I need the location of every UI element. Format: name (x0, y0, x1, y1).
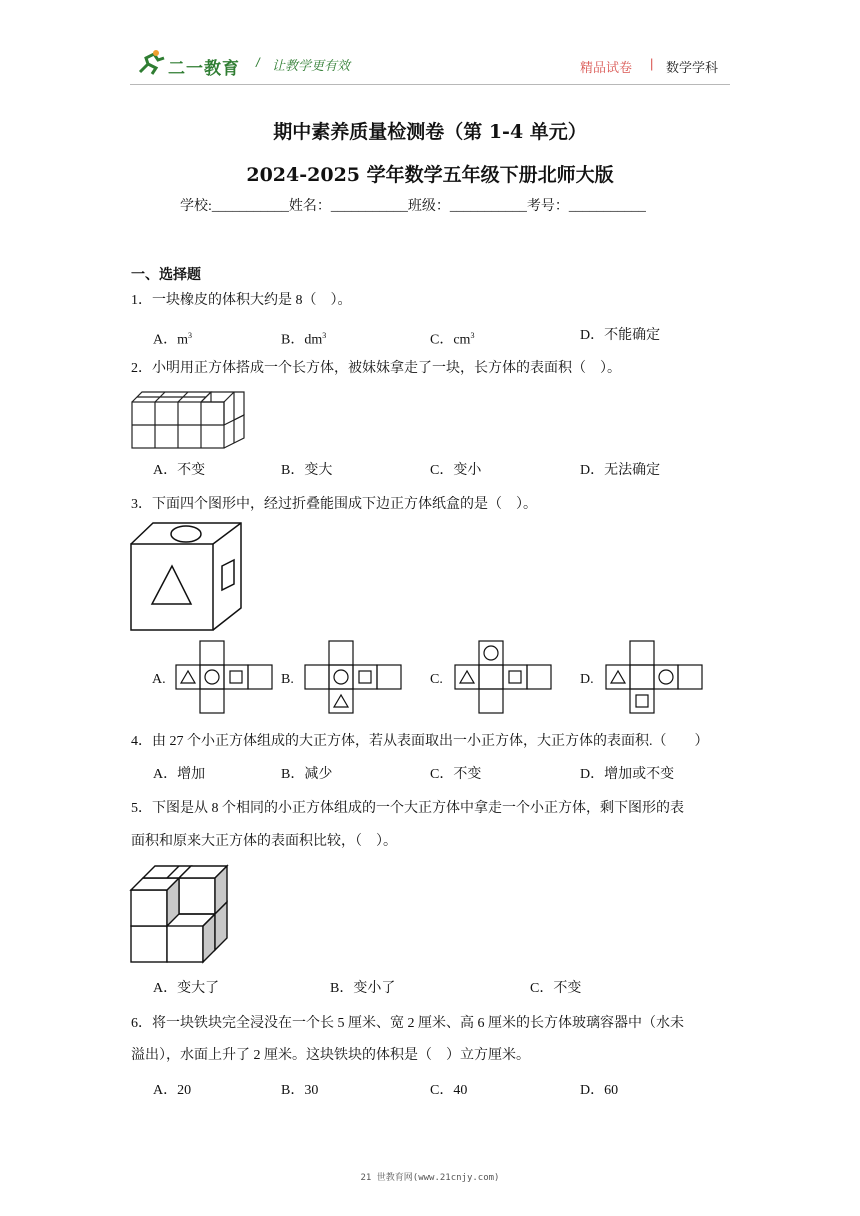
header-tag-subject: 数学学科 (666, 60, 719, 75)
q1-option-d: D．不能确定 (580, 328, 661, 343)
section-heading: 一、选择题 (131, 268, 201, 283)
q3-option-b: B. (281, 672, 294, 687)
page-subtitle: 2024-2025 学年数学五年级下册北师大版 (246, 164, 614, 186)
runner-logo-icon (136, 50, 166, 76)
q6-option-b: B．30 (281, 1083, 319, 1098)
q5-option-a: A．变大了 (153, 981, 220, 996)
q5-option-c: C．不变 (530, 981, 582, 996)
question-5-line-1: 5．下图是从 8 个相同的小正方体组成的一个大正方体中拿走一个小正方体，剩下图形的表 (131, 801, 684, 816)
student-info-line: 学校:___________姓名：___________班级：___________考号：___________ (180, 199, 646, 214)
q6-option-a: A．20 (153, 1083, 192, 1098)
q1-option-c: C．$cm^3$ (430, 331, 475, 348)
q6-option-c: C．40 (430, 1083, 468, 1098)
header-slogan: 让教学更有效 (272, 58, 351, 73)
page-title: 期中素养质量检测卷（第 1-4 单元） (273, 121, 587, 143)
cube-missing-one-figure (130, 864, 230, 964)
q4-option-b: B．减少 (281, 767, 333, 782)
q2-option-d: D．无法确定 (580, 463, 661, 478)
q4-option-c: C．不变 (430, 767, 482, 782)
q4-option-a: A．增加 (153, 767, 206, 782)
question-4: 4．由 27 个小正方体组成的大正方体，若从表面取出一小正方体，大正方体的表面积.（ ） (131, 734, 709, 749)
net-option-c (455, 641, 555, 715)
logo (136, 50, 246, 78)
question-1: 1．一块橡皮的体积大约是 8（ ）。 (131, 293, 352, 308)
q2-option-c: C．变小 (430, 463, 482, 478)
header-tag-premium: 精品试卷 (580, 60, 633, 75)
question-6-line-1: 6．将一块铁块完全浸没在一个长 5 厘米、宽 2 厘米、高 6 厘米的长方体玻璃容器中（水未 (131, 1016, 684, 1031)
q6-option-d: D．60 (580, 1083, 619, 1098)
question-2: 2．小明用正方体搭成一个长方体，被妹妹拿走了一块，长方体的表面积（ ）。 (131, 361, 621, 376)
page-footer: 21 世教育网(www.21cnjy.com) (360, 1173, 500, 1183)
header-tag-separator: | (650, 56, 654, 71)
cuboid-figure (130, 388, 250, 452)
q1-option-b: B．$dm^3$ (281, 331, 327, 348)
net-option-b (305, 641, 405, 715)
question-5-line-2: 面积和原来大正方体的表面积比较，（ ）。 (131, 834, 397, 849)
logo-text: 二一教育 (168, 59, 240, 78)
net-option-a (176, 641, 276, 715)
question-6-line-2: 溢出），水面上升了 2 厘米。这块铁块的体积是（ ）立方厘米。 (131, 1048, 530, 1063)
q2-option-a: A．不变 (153, 463, 206, 478)
question-3: 3．下面四个图形中，经过折叠能围成下边正方体纸盒的是（ ）。 (131, 497, 537, 512)
header-rule (130, 84, 730, 85)
q3-option-a: A. (152, 672, 166, 687)
q4-option-d: D．增加或不变 (580, 767, 675, 782)
q1-option-a: A．$m^3$ (153, 331, 192, 348)
cube-box-figure (130, 522, 245, 632)
q2-option-b: B．变大 (281, 463, 333, 478)
q3-option-c: C. (430, 672, 443, 687)
header-divider: / (256, 55, 260, 70)
q5-option-b: B．变小了 (330, 981, 396, 996)
q3-option-d: D. (580, 672, 594, 687)
net-option-d (606, 641, 706, 715)
